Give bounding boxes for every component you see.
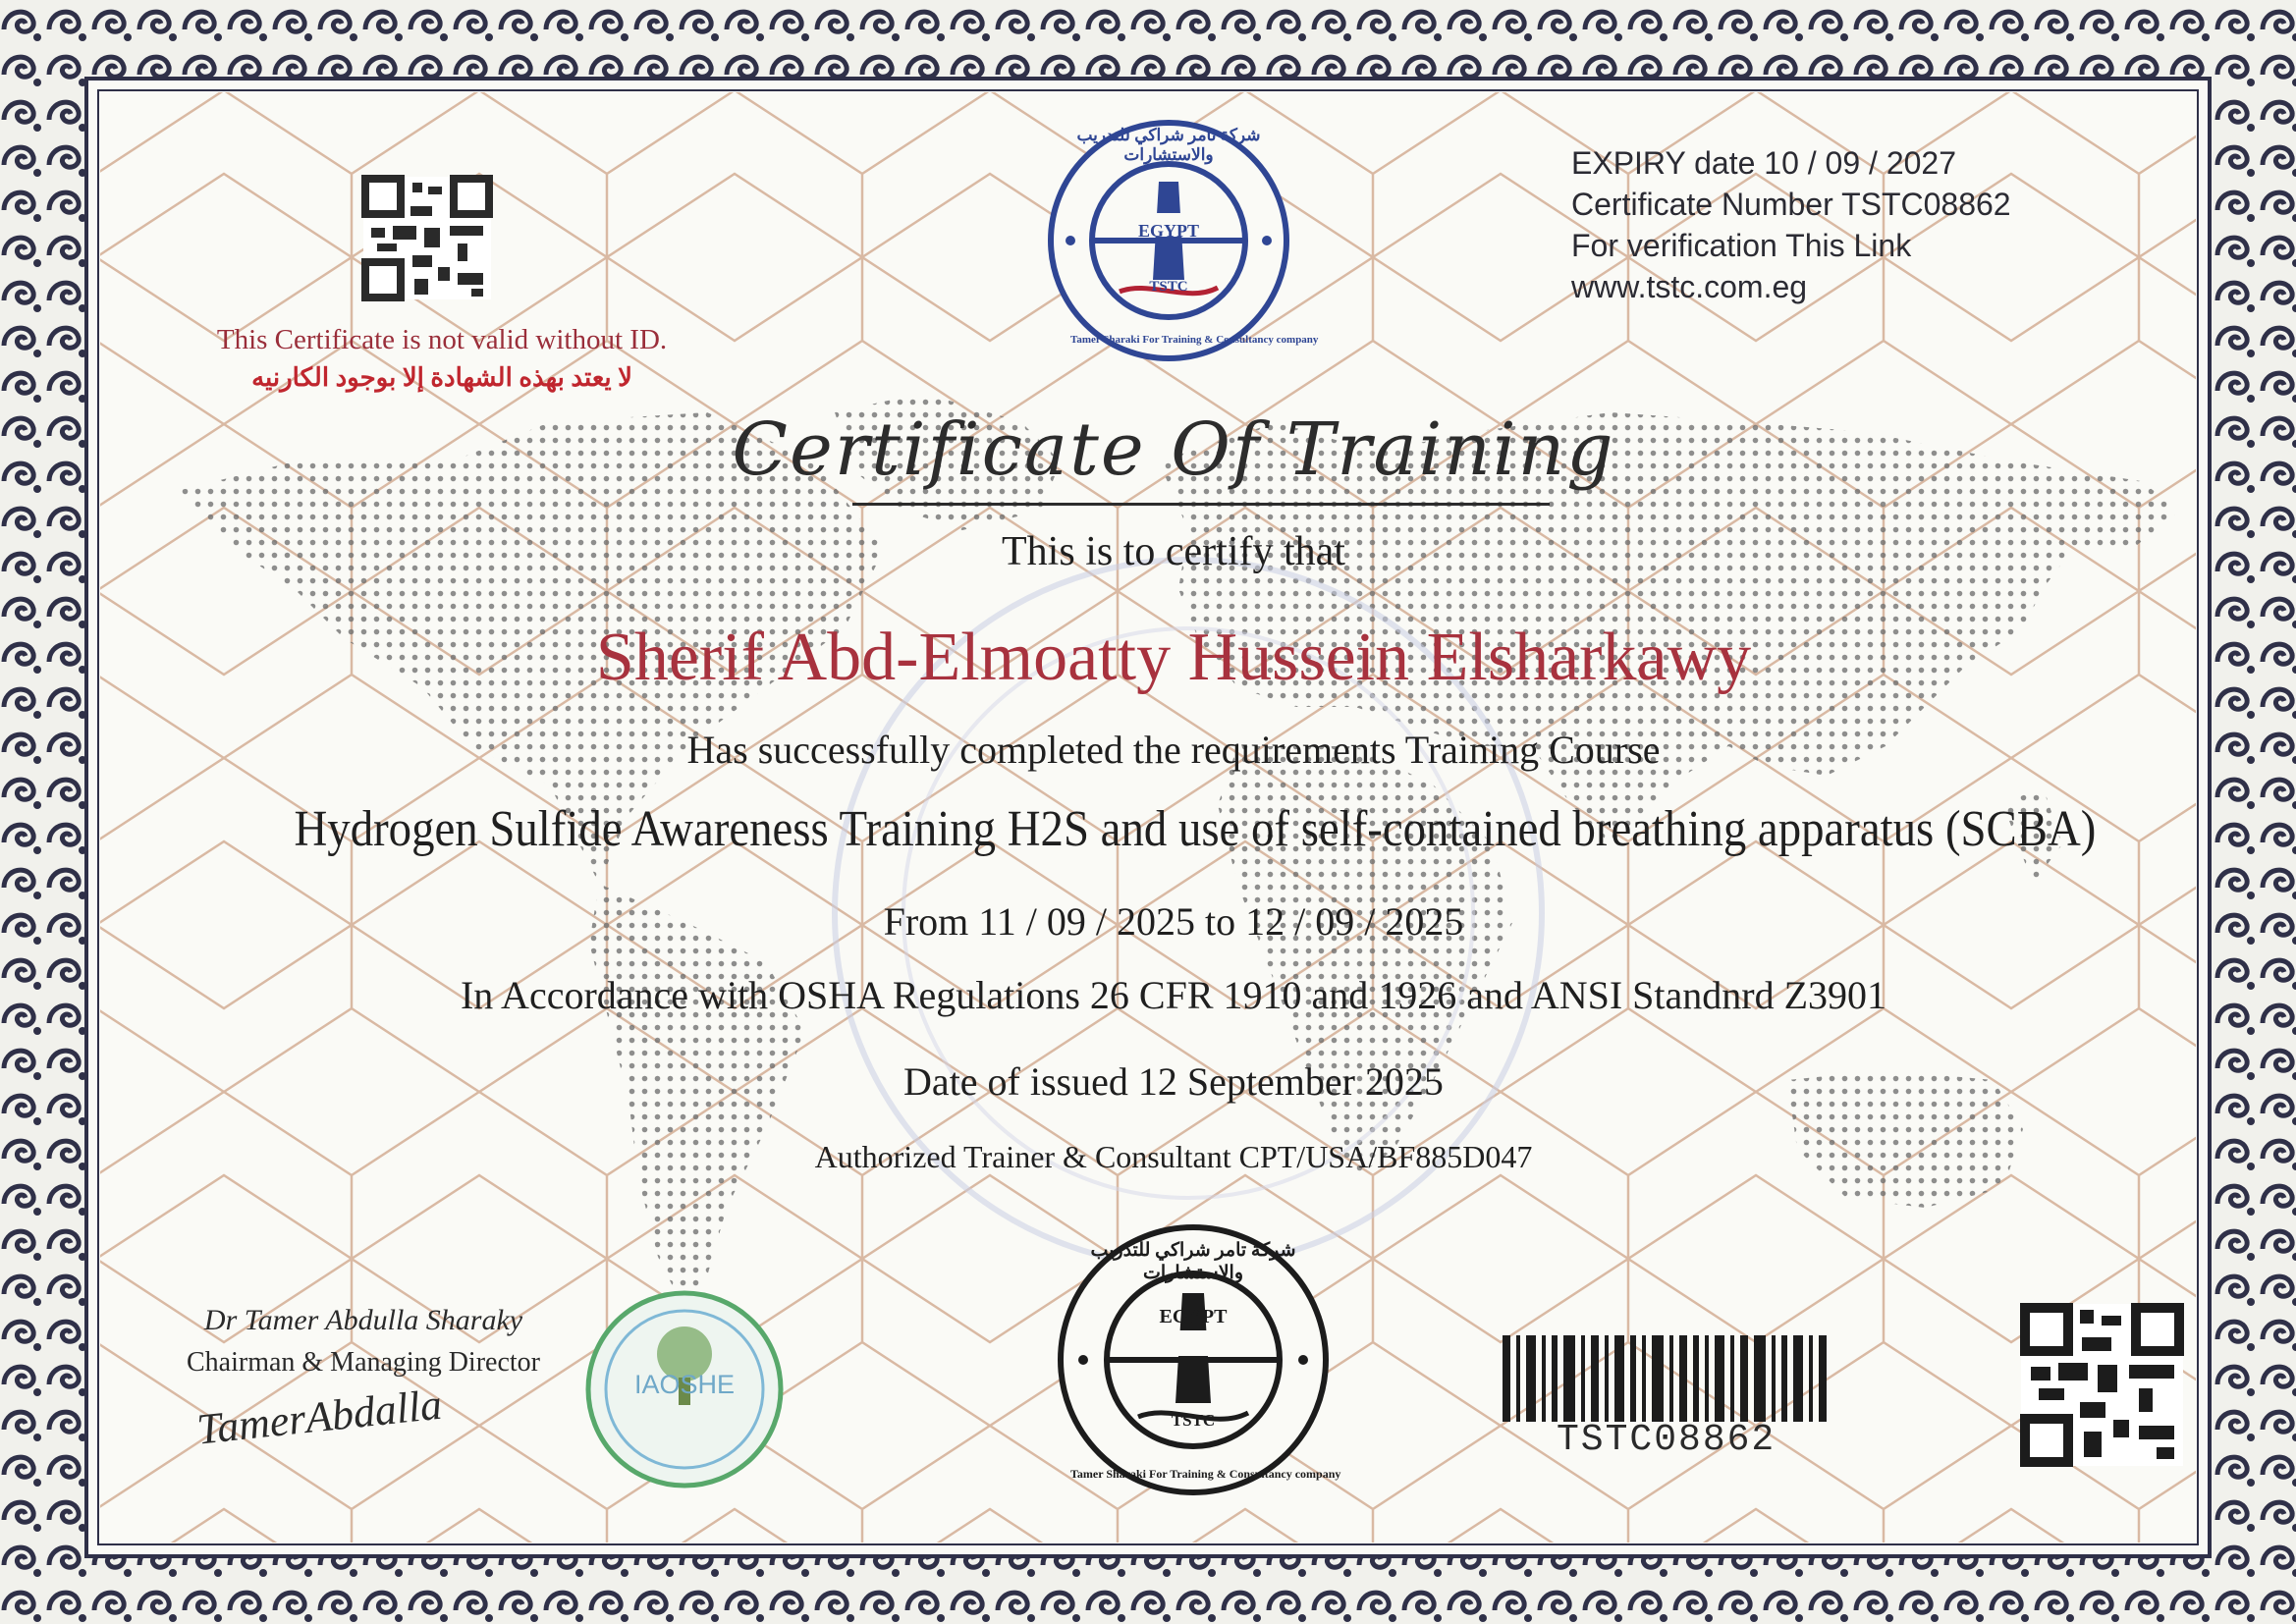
seal-arabic-ring: شركة تامر شراكي للتدريب والاستشارات xyxy=(1076,126,1261,164)
completion-line: Has successfully completed the requirements Training Course xyxy=(686,728,1661,772)
course-name: Hydrogen Sulfide Awareness Training H2S and use of self-contained breathing apparatus (SCBA) xyxy=(294,801,2097,857)
certificate-number: Certificate Number TSTC08862 xyxy=(1571,187,2011,222)
qr-code-icon xyxy=(363,177,491,299)
trainer-line: Authorized Trainer & Consultant CPT/USA/BF885D047 xyxy=(814,1139,1533,1174)
verification-label: For verification This Link xyxy=(1571,228,1912,263)
signatory-role: Chairman & Managing Director xyxy=(186,1347,540,1378)
seal-abbr: TSTC xyxy=(1171,1411,1216,1430)
id-notice-ar: لا يعتد بهذه الشهادة إلا بوجود الكارنيه xyxy=(251,363,632,392)
qr-code-icon-bottom xyxy=(2021,1304,2183,1466)
seal-arabic-ring-bottom: شركة تامر شراكي للتدريب والاستشارات xyxy=(1090,1240,1296,1283)
iaoshe-label: IAOSHE xyxy=(633,1370,736,1399)
barcode-number: TSTC08862 xyxy=(1557,1419,1777,1461)
seal-english-ring-bottom: Tamer Sharaki For Training & Consultancy company xyxy=(1070,1467,1341,1481)
issue-date: Date of issued 12 September 2025 xyxy=(903,1059,1444,1104)
signature: TamerAbdalla xyxy=(194,1380,445,1454)
expiry-date: EXPIRY date 10 / 09 / 2027 xyxy=(1571,145,1956,181)
recipient-name: Sherif Abd-Elmoatty Hussein Elsharkawy xyxy=(595,620,1752,695)
seal-country-top-label: EGYPT xyxy=(1137,221,1199,241)
certify-line: This is to certify that xyxy=(1002,529,1345,574)
id-notice-en: This Certificate is not valid without ID. xyxy=(216,324,668,355)
signatory-name: Dr Tamer Abdulla Sharaky xyxy=(203,1304,523,1336)
seal-english-ring: Tamer Sharaki For Training & Consultancy company xyxy=(1070,334,1319,346)
title-underline xyxy=(852,503,1550,506)
certificate-title: Certificate Of Training xyxy=(732,407,1615,492)
course-dates: From 11 / 09 / 2025 to 12 / 09 / 2025 xyxy=(883,899,1464,944)
verification-link[interactable]: www.tstc.com.eg xyxy=(1571,269,1808,304)
seal-country: EGYPT xyxy=(1159,1306,1228,1327)
accordance-line: In Accordance with OSHA Regulations 26 CFR 1910 and 1926 and ANSI Standnrd Z3901 xyxy=(460,973,1887,1017)
seal-abbr-top-label: TSTC xyxy=(1149,279,1188,295)
